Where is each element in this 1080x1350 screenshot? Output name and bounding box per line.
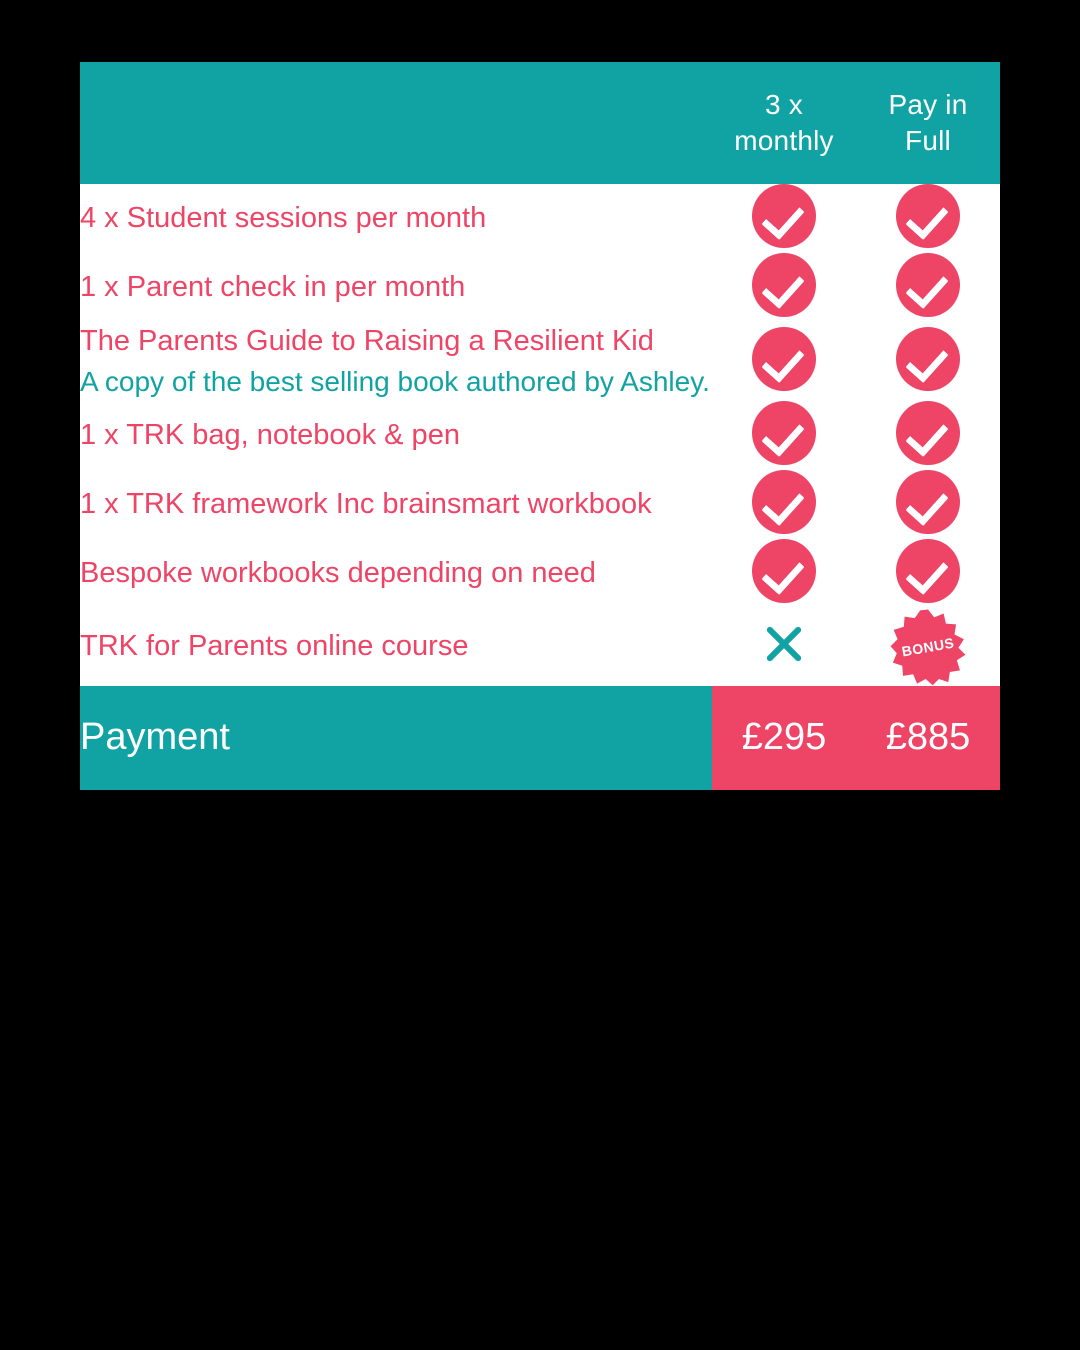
table-header-row (80, 62, 1000, 184)
check-icon (896, 184, 960, 248)
table-row (80, 322, 1000, 401)
table-row (80, 184, 1000, 253)
header-plan-full-line1: Pay in (888, 89, 968, 121)
header-plan-full-line2: Full (905, 125, 951, 156)
feature-cell (80, 322, 712, 401)
plan-monthly-cell (712, 608, 856, 686)
feature-title: The Parents Guide to Raising a Resilient Kid (80, 325, 654, 357)
feature-cell (80, 401, 712, 470)
plan-monthly-cell (712, 322, 856, 401)
check-icon (752, 184, 816, 248)
check-icon (896, 253, 960, 317)
check-icon (896, 327, 960, 391)
feature-title: Bespoke workbooks depending on need (80, 556, 596, 589)
payment-full-cell[interactable] (856, 686, 1000, 790)
feature-subtitle: A copy of the best selling book authored by Ashley. (80, 366, 710, 398)
plan-monthly-cell (712, 470, 856, 539)
bonus-badge-icon (889, 608, 967, 686)
cross-icon (757, 617, 811, 671)
feature-title: 1 x TRK bag, notebook & pen (80, 418, 460, 451)
plan-full-cell (856, 608, 1000, 686)
header-plan-full[interactable] (856, 62, 1000, 184)
payment-row (80, 686, 1000, 790)
header-plan-monthly-line1: 3 x (765, 89, 803, 121)
payment-label: Payment (80, 716, 230, 759)
plan-monthly-cell (712, 539, 856, 608)
table-row (80, 470, 1000, 539)
payment-full-price: £885 (885, 716, 971, 759)
feature-cell (80, 608, 712, 686)
check-icon (896, 470, 960, 534)
plan-full-cell (856, 539, 1000, 608)
check-icon (896, 401, 960, 465)
plan-monthly-cell (712, 184, 856, 253)
payment-label-cell (80, 686, 712, 790)
check-icon (752, 253, 816, 317)
plan-monthly-cell (712, 253, 856, 322)
table-row (80, 608, 1000, 686)
header-feature-blank-cell (80, 62, 712, 184)
header-plan-monthly[interactable] (712, 62, 856, 184)
payment-monthly-price: £295 (741, 716, 827, 759)
payment-monthly-cell[interactable] (712, 686, 856, 790)
plan-full-cell (856, 322, 1000, 401)
bonus-badge-label: BONUS (900, 634, 956, 660)
feature-title: TRK for Parents online course (80, 630, 469, 663)
check-icon (752, 539, 816, 603)
plan-full-cell (856, 253, 1000, 322)
feature-cell (80, 539, 712, 608)
table-row (80, 401, 1000, 470)
plan-full-cell (856, 470, 1000, 539)
table-row (80, 253, 1000, 322)
check-icon (752, 401, 816, 465)
feature-title: 4 x Student sessions per month (80, 201, 487, 234)
feature-title: 1 x TRK framework Inc brainsmart workbook (80, 487, 652, 520)
plan-full-cell (856, 184, 1000, 253)
check-icon (752, 470, 816, 534)
feature-cell (80, 253, 712, 322)
pricing-comparison-table (80, 62, 1000, 790)
feature-cell (80, 470, 712, 539)
plan-monthly-cell (712, 401, 856, 470)
feature-title: 1 x Parent check in per month (80, 270, 466, 303)
header-plan-monthly-line2: monthly (734, 125, 834, 156)
table-row (80, 539, 1000, 608)
feature-cell (80, 184, 712, 253)
check-icon (752, 327, 816, 391)
check-icon (896, 539, 960, 603)
plan-full-cell (856, 401, 1000, 470)
